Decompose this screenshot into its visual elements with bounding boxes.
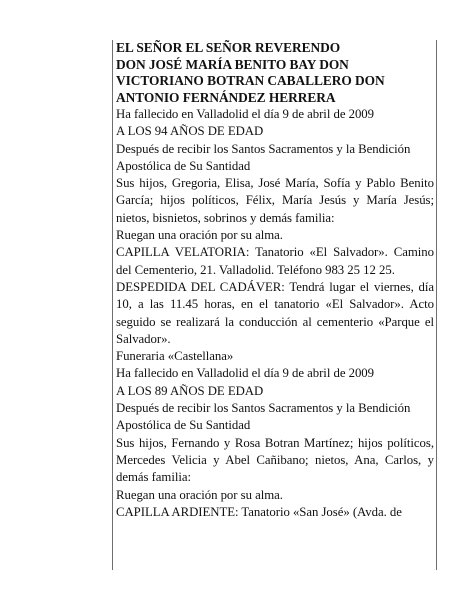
- sacraments-2: Después de recibir los Santos Sacramentos y la Bendición Apostólica de Su Santidad: [116, 401, 411, 433]
- age-1: A LOS 94 AÑOS DE EDAD: [116, 124, 264, 139]
- obituary-column: [116, 40, 434, 521]
- deceased-names-line-1: EL SEÑOR EL SEÑOR REVERENDO: [116, 40, 341, 55]
- family-1: Sus hijos, Gregoria, Elisa, José María, Sofía y Pablo Benito García; hijos políticos, Félix, María Jesús y María Jesús; nietos, bisnietos, sobrinos y demás familia:: [116, 176, 434, 225]
- death-date-2: Ha fallecido en Valladolid el día 9 de abril de 2009: [116, 366, 374, 381]
- deceased-names-line-3: VICTORIANO BOTRAN CABALLERO DON: [116, 73, 385, 88]
- death-date-1: Ha fallecido en Valladolid el día 9 de abril de 2009: [116, 107, 374, 121]
- farewell-1: DESPEDIDA DEL CADÁVER: Tendrá lugar el viernes, día 10, a las 11.45 horas, en el tanatorio «El Salvador». Acto seguido se realizará la conducción al cementerio «Parque el Salvador».: [116, 279, 434, 346]
- wake-chapel-1: CAPILLA VELATORIA: Tanatorio «El Salvador». Camino del Cementerio, 21. Valladolid. Teléfono 983 25 12 25.: [116, 245, 434, 277]
- deceased-names-line-2: DON JOSÉ MARÍA BENITO BAY DON: [116, 56, 349, 72]
- column-right-rule: [436, 40, 437, 570]
- prayer-request-2: Ruegan una oración por su alma.: [116, 487, 283, 502]
- deceased-names-line-4: ANTONIO FERNÁNDEZ HERRERA: [116, 89, 336, 105]
- funeral-home: Funeraria «Castellana»: [116, 349, 234, 364]
- prayer-request-1: Ruegan una oración por su alma.: [116, 228, 283, 243]
- sacraments-1: Después de recibir los Santos Sacramentos y la Bendición Apostólica de Su Santidad: [116, 141, 411, 173]
- column-left-rule: [112, 40, 113, 570]
- age-2: A LOS 89 AÑOS DE EDAD: [116, 383, 264, 398]
- family-2: Sus hijos, Fernando y Rosa Botran Martínez; hijos políticos, Mercedes Velicia y Abel Cañibano; nietos, Ana, Carlos, y demás familia:: [116, 435, 434, 485]
- wake-chapel-2: CAPILLA ARDIENTE: Tanatorio «San José» (Avda. de: [116, 504, 402, 519]
